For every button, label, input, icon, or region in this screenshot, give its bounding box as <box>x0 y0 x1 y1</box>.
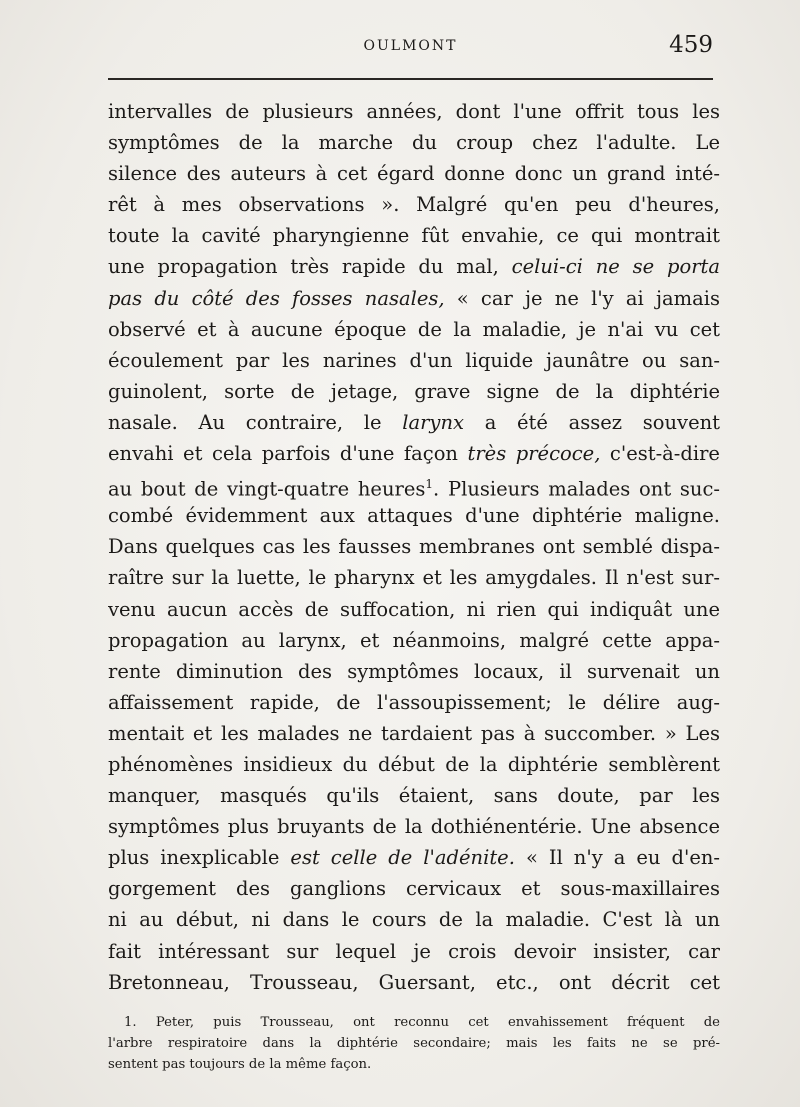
footnote-line: 1. Peter, puis Trousseau, ont reconnu cet envahissement fréquent de <box>124 1015 720 1030</box>
text-segment: nasale. Au contraire, le <box>108 410 382 434</box>
text-line: mentait et les malades ne tardaient pas à succomber. » Les <box>108 721 720 745</box>
text-line: écoulement par les narines d'un liquide jaunâtre ou san- <box>108 348 720 372</box>
body-text <box>108 96 720 998</box>
text-segment: . Plusieurs malades ont suc- <box>433 477 720 501</box>
text-line: combé évidemment aux attaques d'une diphtérie maligne. <box>108 504 720 528</box>
text-line <box>108 842 720 873</box>
text-line: guinolent, sorte de jetage, grave signe de la diphtérie <box>108 379 720 403</box>
text-line: phénomènes insidieux du début de la diphtérie semblèrent <box>108 752 720 776</box>
footnote <box>108 1012 720 1075</box>
text-line: Bretonneau, Trousseau, Guersant, etc., ont décrit cet <box>108 970 720 994</box>
text-line: venu aucun accès de suffocation, ni rien qui indiquât une <box>108 597 720 621</box>
text-segment: c'est-à-dire <box>609 442 720 466</box>
text-line: manquer, masqués qu'ils étaient, sans doute, par les <box>108 784 720 808</box>
italic-text: est celle de l'adénite. <box>290 846 515 870</box>
text-line: ni au début, ni dans le cours de la maladie. C'est là un <box>108 908 720 932</box>
italic-text: larynx <box>402 410 465 434</box>
header-rule <box>108 78 713 80</box>
text-line: affaissement rapide, de l'assoupissement; le délire aug- <box>108 690 720 714</box>
text-line: rêt à mes observations ». Malgré qu'en peu d'heures, <box>108 193 720 217</box>
text-segment: « Il n'y a eu d'en- <box>525 846 720 870</box>
footnote-line: l'arbre respiratoire dans la diphtérie secondaire; mais les faits ne se pré- <box>108 1036 720 1051</box>
italic-text: celui-ci ne se porta <box>511 255 720 279</box>
italic-text: pas du côté des fosses nasales, <box>108 286 445 310</box>
text-segment: « car je ne l'y ai jamais <box>456 286 720 310</box>
text-line: Dans quelques cas les fausses membranes ont semblé dispa- <box>108 535 720 559</box>
text-line: intervalles de plusieurs années, dont l'une offrit tous les <box>108 100 720 123</box>
text-segment: a été assez souvent <box>484 410 720 434</box>
footnote-line: sentent pas toujours de la même façon. <box>108 1057 372 1072</box>
page-number: 459 <box>669 32 713 58</box>
text-line: raître sur la luette, le pharynx et les amygdales. Il n'est sur- <box>108 566 720 590</box>
text-line: observé et à aucune époque de la maladie, je n'ai vu cet <box>108 317 720 341</box>
text-line <box>108 438 720 469</box>
text-line: fait intéressant sur lequel je crois devoir insister, car <box>108 939 720 963</box>
page-header <box>108 30 713 64</box>
text-line <box>108 407 720 438</box>
text-line: symptômes plus bruyants de la dothiénentérie. Une absence <box>108 815 720 839</box>
italic-text: très précoce, <box>467 442 601 466</box>
text-line: toute la cavité pharyngienne fût envahie, ce qui montrait <box>108 224 720 248</box>
text-segment: au bout de vingt-quatre heures <box>108 477 426 501</box>
text-line: gorgement des ganglions cervicaux et sous-maxillaires <box>108 877 720 901</box>
text-line <box>108 251 720 282</box>
text-line: silence des auteurs à cet égard donne donc un grand inté- <box>108 162 720 186</box>
text-line <box>108 283 720 314</box>
text-line: rente diminution des symptômes locaux, il survenait un <box>108 659 720 683</box>
text-segment: envahi et cela parfois d'une façon <box>108 442 458 466</box>
text-segment: une propagation très rapide du mal, <box>108 255 499 279</box>
text-line: symptômes de la marche du croup chez l'adulte. Le <box>108 131 720 155</box>
text-line <box>108 469 720 500</box>
running-head: OULMONT <box>363 38 458 54</box>
footnote-marker: 1 <box>425 477 434 492</box>
text-line: propagation au larynx, et néanmoins, malgré cette appa- <box>108 628 720 652</box>
text-segment: plus inexplicable <box>108 846 280 870</box>
